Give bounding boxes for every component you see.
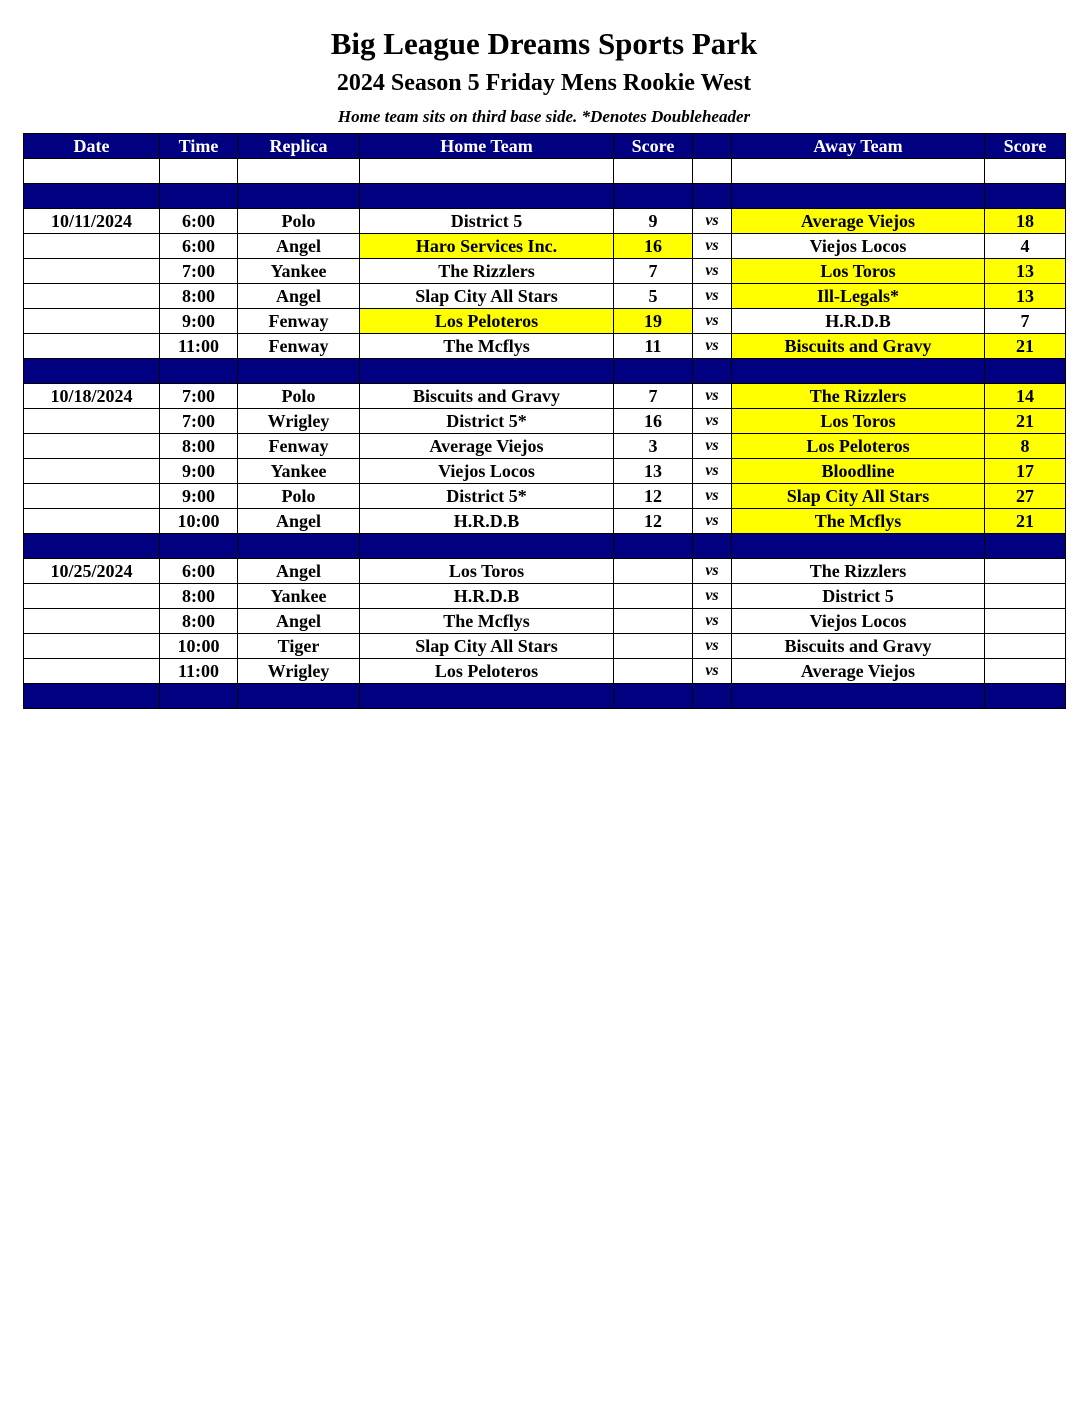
date-cell [24,534,160,559]
separator-row [24,184,1066,209]
away-score-cell: 21 [985,409,1066,434]
home-team-cell: H.R.D.B [360,584,614,609]
vs-cell [693,159,732,184]
home-team-cell: H.R.D.B [360,509,614,534]
date-cell [24,334,160,359]
time-cell: 9:00 [160,484,238,509]
table-row [24,334,1066,359]
vs-cell: vs [693,209,732,234]
replica-cell [238,159,360,184]
vs-cell: vs [693,559,732,584]
replica-cell: Fenway [238,434,360,459]
away-team-cell: Los Toros [732,259,985,284]
home-team-cell [360,684,614,709]
date-cell [24,159,160,184]
time-cell: 7:00 [160,259,238,284]
home-team-cell: District 5 [360,209,614,234]
replica-cell: Tiger [238,634,360,659]
table-row [24,659,1066,684]
table-row [24,259,1066,284]
away-score-cell [985,159,1066,184]
date-cell [24,284,160,309]
away-team-cell: The Rizzlers [732,384,985,409]
home-score-cell: 11 [614,334,693,359]
time-cell: 6:00 [160,209,238,234]
vs-cell: vs [693,409,732,434]
home-score-cell [614,184,693,209]
date-cell [24,359,160,384]
date-cell [24,309,160,334]
page-title: Big League Dreams Sports Park [330,26,758,61]
replica-cell: Yankee [238,584,360,609]
table-row [24,459,1066,484]
away-score-cell [985,609,1066,634]
away-team-cell: Viejos Locos [732,234,985,259]
away-score-cell: 7 [985,309,1066,334]
away-team-cell [732,184,985,209]
away-score-cell: 14 [985,384,1066,409]
home-team-cell [360,184,614,209]
home-score-cell: 12 [614,484,693,509]
away-score-cell [985,559,1066,584]
away-team-cell: Biscuits and Gravy [732,634,985,659]
home-score-cell [614,609,693,634]
away-team-cell: Los Peloteros [732,434,985,459]
away-team-cell [732,159,985,184]
away-score-cell: 13 [985,259,1066,284]
date-cell [24,259,160,284]
vs-cell: vs [693,509,732,534]
table-row [24,284,1066,309]
col-header-time: Time [160,134,238,159]
vs-cell: vs [693,234,732,259]
col-header-away-team: Away Team [732,134,985,159]
time-cell: 6:00 [160,559,238,584]
vs-cell: vs [693,484,732,509]
away-score-cell [985,584,1066,609]
home-score-cell [614,159,693,184]
schedule-table [23,133,1066,709]
time-cell [160,684,238,709]
col-header-replica: Replica [238,134,360,159]
time-cell: 8:00 [160,434,238,459]
away-team-cell [732,684,985,709]
home-team-cell [360,359,614,384]
home-score-cell: 7 [614,384,693,409]
vs-cell: vs [693,434,732,459]
away-score-cell: 21 [985,509,1066,534]
date-cell [24,184,160,209]
separator-row [24,684,1066,709]
vs-cell [693,184,732,209]
away-team-cell: Average Viejos [732,659,985,684]
vs-cell [693,534,732,559]
away-team-cell: Ill-Legals* [732,284,985,309]
time-cell: 10:00 [160,634,238,659]
away-team-cell: The Rizzlers [732,559,985,584]
home-score-cell: 9 [614,209,693,234]
away-team-cell: The Mcflys [732,509,985,534]
time-cell: 6:00 [160,234,238,259]
table-row [24,509,1066,534]
date-cell [24,409,160,434]
vs-cell [693,359,732,384]
schedule-body [24,159,1066,709]
home-score-cell: 5 [614,284,693,309]
time-cell: 8:00 [160,284,238,309]
date-cell [24,484,160,509]
time-cell: 7:00 [160,409,238,434]
col-header-date: Date [24,134,160,159]
table-row [24,409,1066,434]
away-team-cell: District 5 [732,584,985,609]
vs-cell: vs [693,584,732,609]
home-team-cell: Los Toros [360,559,614,584]
date-cell [24,584,160,609]
vs-cell: vs [693,284,732,309]
home-team-cell: The Mcflys [360,609,614,634]
home-team-cell [360,534,614,559]
time-cell [160,159,238,184]
home-score-cell: 19 [614,309,693,334]
away-score-cell: 4 [985,234,1066,259]
vs-cell [693,684,732,709]
table-row [24,434,1066,459]
away-score-cell: 17 [985,459,1066,484]
away-team-cell [732,359,985,384]
time-cell: 8:00 [160,609,238,634]
away-score-cell [985,684,1066,709]
home-team-cell [360,159,614,184]
time-cell: 11:00 [160,334,238,359]
separator-row [24,534,1066,559]
date-cell [24,684,160,709]
home-score-cell: 13 [614,459,693,484]
away-score-cell [985,359,1066,384]
home-team-cell: Biscuits and Gravy [360,384,614,409]
replica-cell: Polo [238,209,360,234]
away-score-cell [985,184,1066,209]
date-cell [24,434,160,459]
table-row [24,234,1066,259]
home-score-cell: 7 [614,259,693,284]
home-team-cell: Slap City All Stars [360,284,614,309]
replica-cell [238,184,360,209]
replica-cell: Wrigley [238,409,360,434]
time-cell: 8:00 [160,584,238,609]
home-score-cell [614,684,693,709]
replica-cell: Yankee [238,459,360,484]
home-team-cell: Los Peloteros [360,659,614,684]
vs-cell: vs [693,259,732,284]
away-score-cell: 21 [985,334,1066,359]
table-row [24,634,1066,659]
away-team-cell: Biscuits and Gravy [732,334,985,359]
away-team-cell: H.R.D.B [732,309,985,334]
vs-cell: vs [693,459,732,484]
date-cell: 10/11/2024 [24,209,160,234]
away-score-cell [985,534,1066,559]
vs-cell: vs [693,309,732,334]
home-score-cell: 12 [614,509,693,534]
home-team-cell: District 5* [360,484,614,509]
vs-cell: vs [693,634,732,659]
home-team-cell: Haro Services Inc. [360,234,614,259]
table-row [24,484,1066,509]
date-cell [24,509,160,534]
blank-row [24,159,1066,184]
time-cell: 9:00 [160,309,238,334]
table-header-row [24,134,1066,159]
table-row [24,384,1066,409]
date-cell: 10/18/2024 [24,384,160,409]
schedule-note: Home team sits on third base side. *Denotes Doubleheader [337,107,751,126]
time-cell: 10:00 [160,509,238,534]
away-score-cell: 27 [985,484,1066,509]
home-score-cell [614,634,693,659]
page-subtitle: 2024 Season 5 Friday Mens Rookie West [336,70,752,96]
date-cell [24,659,160,684]
time-cell [160,184,238,209]
time-cell [160,534,238,559]
table-row [24,584,1066,609]
date-cell [24,609,160,634]
time-cell [160,359,238,384]
away-team-cell: Bloodline [732,459,985,484]
away-team-cell: Average Viejos [732,209,985,234]
col-header-home-score: Score [614,134,693,159]
separator-row [24,359,1066,384]
replica-cell: Angel [238,509,360,534]
replica-cell [238,359,360,384]
home-team-cell: The Rizzlers [360,259,614,284]
home-score-cell: 16 [614,234,693,259]
replica-cell [238,684,360,709]
vs-cell: vs [693,334,732,359]
home-score-cell [614,534,693,559]
date-cell [24,459,160,484]
home-score-cell [614,359,693,384]
col-header-home-team: Home Team [360,134,614,159]
away-score-cell [985,634,1066,659]
date-cell: 10/25/2024 [24,559,160,584]
away-team-cell [732,534,985,559]
home-team-cell: Slap City All Stars [360,634,614,659]
replica-cell: Fenway [238,309,360,334]
vs-cell: vs [693,384,732,409]
home-score-cell [614,559,693,584]
replica-cell: Yankee [238,259,360,284]
home-score-cell: 3 [614,434,693,459]
away-score-cell: 8 [985,434,1066,459]
away-team-cell: Slap City All Stars [732,484,985,509]
replica-cell: Fenway [238,334,360,359]
table-row [24,559,1066,584]
replica-cell: Angel [238,609,360,634]
away-score-cell: 18 [985,209,1066,234]
table-row [24,209,1066,234]
replica-cell: Wrigley [238,659,360,684]
replica-cell: Angel [238,234,360,259]
col-header-away-score: Score [985,134,1066,159]
home-team-cell: Viejos Locos [360,459,614,484]
away-score-cell: 13 [985,284,1066,309]
home-score-cell [614,584,693,609]
home-team-cell: District 5* [360,409,614,434]
replica-cell: Angel [238,284,360,309]
home-team-cell: The Mcflys [360,334,614,359]
replica-cell: Angel [238,559,360,584]
table-row [24,609,1066,634]
vs-cell: vs [693,659,732,684]
replica-cell: Polo [238,484,360,509]
away-team-cell: Viejos Locos [732,609,985,634]
vs-cell: vs [693,609,732,634]
time-cell: 11:00 [160,659,238,684]
home-score-cell [614,659,693,684]
home-team-cell: Average Viejos [360,434,614,459]
home-team-cell: Los Peloteros [360,309,614,334]
away-score-cell [985,659,1066,684]
date-cell [24,634,160,659]
replica-cell [238,534,360,559]
away-team-cell: Los Toros [732,409,985,434]
time-cell: 7:00 [160,384,238,409]
col-header-vs [693,134,732,159]
table-row [24,309,1066,334]
date-cell [24,234,160,259]
time-cell: 9:00 [160,459,238,484]
home-score-cell: 16 [614,409,693,434]
replica-cell: Polo [238,384,360,409]
